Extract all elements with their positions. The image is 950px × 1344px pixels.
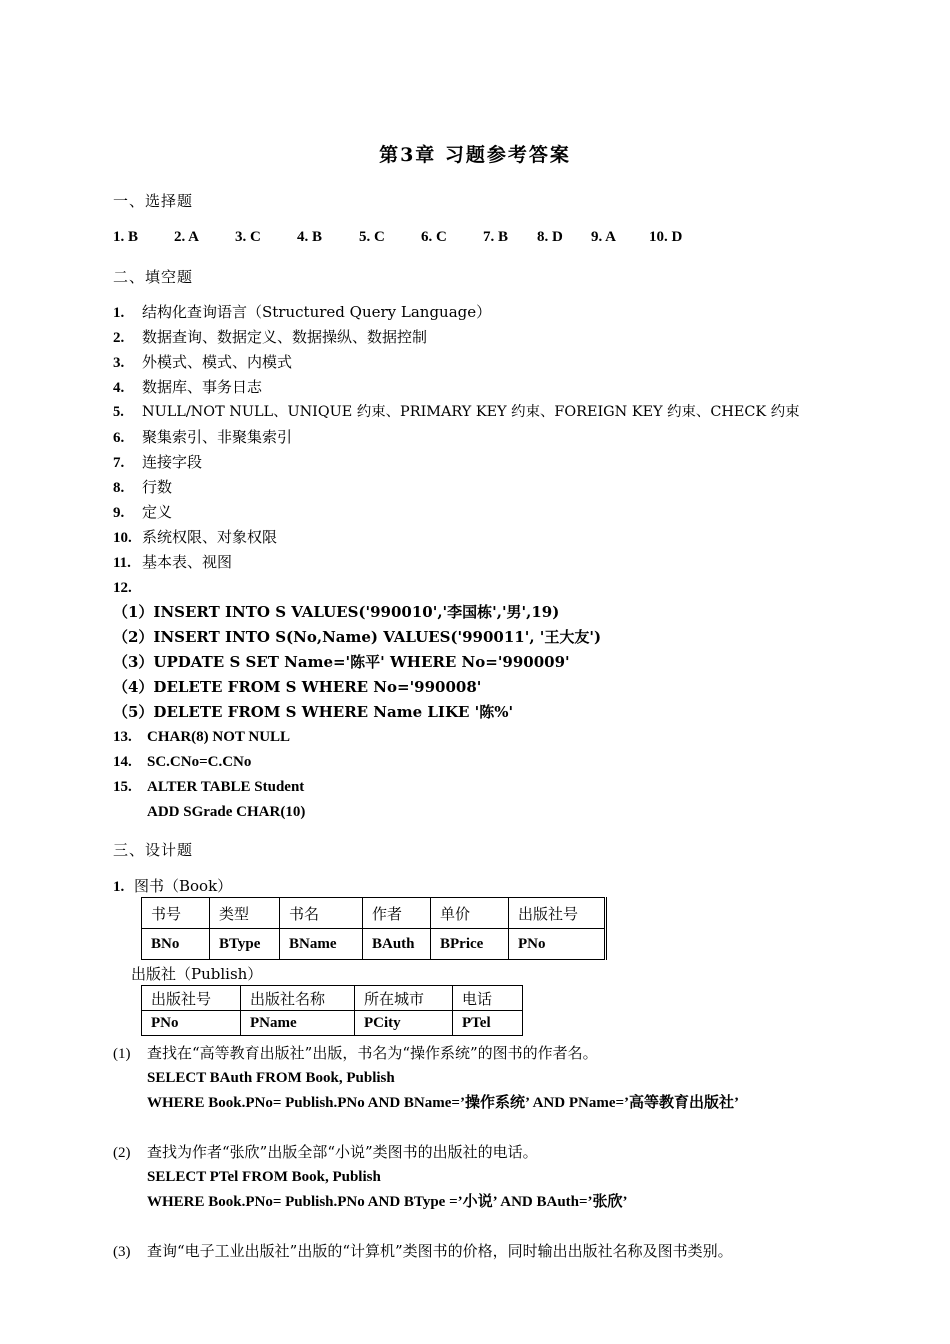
sql-line: （2）INSERT INTO S(No,Name) VALUES('990011', '王大友')	[113, 628, 602, 646]
fill-item: 15. ALTER TABLE Student	[113, 779, 305, 795]
table-cell: BPrice	[431, 929, 509, 960]
section-heading-fill: 二、填空题	[113, 268, 194, 286]
table-row	[142, 929, 606, 960]
choice-answer: 3. C	[235, 229, 261, 245]
choice-answer: 2. A	[174, 229, 200, 245]
sql-line: （3）UPDATE S SET Name='陈平' WHERE No='990009'	[113, 653, 570, 671]
choice-answer: 9. A	[591, 229, 617, 245]
page-title: 第3章 习题参考答案	[379, 144, 571, 166]
table-cell: PCity	[355, 1011, 453, 1036]
fill-item: 3. 外模式、模式、内模式	[113, 353, 293, 371]
choice-answer: 5. C	[359, 229, 385, 245]
book-heading: 1. 图书（Book）	[113, 877, 233, 895]
fill-item: 6. 聚集索引、非聚集索引	[113, 428, 293, 446]
fill-item: 2. 数据查询、数据定义、数据操纵、数据控制	[113, 328, 428, 346]
fill-item: 7. 连接字段	[113, 453, 203, 471]
table-cell: PNo	[142, 1011, 241, 1036]
table-cell: 作者	[363, 898, 431, 929]
fill-item: 9. 定义	[113, 503, 173, 521]
table-cell: BName	[280, 929, 363, 960]
choice-answer: 1. B	[113, 229, 139, 245]
sql-line: WHERE Book.PNo= Publish.PNo AND BName=’操作系统’ AND PName=’高等教育出版社’	[147, 1095, 740, 1111]
publish-heading: 出版社（Publish）	[131, 965, 263, 983]
fill-item: 12.	[113, 580, 132, 596]
choice-answer: 8. D	[537, 229, 563, 245]
fill-item: 1. 结构化查询语言（Structured Query Language）	[113, 303, 492, 321]
table-cell: BType	[210, 929, 280, 960]
fill-item: 13. CHAR(8) NOT NULL	[113, 729, 291, 745]
design-question: (3) 查询“电子工业出版社”出版的“计算机”类图书的价格，同时输出出版社名称及图书类别。	[113, 1242, 733, 1260]
table-cell: 书名	[280, 898, 363, 929]
sql-line: （1）INSERT INTO S VALUES('990010','李国栋','男',19)	[113, 603, 560, 621]
table-cell: BNo	[142, 929, 210, 960]
table-row	[142, 986, 523, 1011]
table-cell: 出版社号	[509, 898, 606, 929]
section-heading-choice: 一、选择题	[113, 192, 194, 210]
design-question: (2) 查找为作者“张欣”出版全部“小说”类图书的出版社的电话。	[113, 1143, 538, 1161]
publish-table	[141, 985, 523, 1036]
table-cell: 类型	[210, 898, 280, 929]
choice-answer: 6. C	[421, 229, 447, 245]
table-row	[142, 1011, 523, 1036]
choice-answer: 10. D	[649, 229, 683, 245]
fill-item: 5. NULL/NOT NULL、UNIQUE 约束、PRIMARY KEY 约束、FOREIGN KEY 约束、CHECK 约束	[113, 404, 800, 420]
fill-item: 11. 基本表、视图	[113, 553, 233, 571]
fill-item: 10. 系统权限、对象权限	[113, 528, 278, 546]
table-cell: 单价	[431, 898, 509, 929]
sql-line: SELECT PTel FROM Book, Publish	[147, 1169, 381, 1185]
table-cell: 出版社名称	[241, 986, 355, 1011]
sql-line: （5）DELETE FROM S WHERE Name LIKE '陈%'	[113, 703, 514, 721]
table-cell: PNo	[509, 929, 606, 960]
fill-item: 14. SC.CNo=C.CNo	[113, 754, 252, 770]
choice-answer: 7. B	[483, 229, 509, 245]
section-heading-design: 三、设计题	[113, 841, 194, 859]
table-cell: BAuth	[363, 929, 431, 960]
fill-item-continuation: ADD SGrade CHAR(10)	[147, 804, 306, 820]
table-cell: 电话	[453, 986, 523, 1011]
choice-answer: 4. B	[297, 229, 323, 245]
design-question: (1) 查找在“高等教育出版社”出版，书名为“操作系统”的图书的作者名。	[113, 1044, 598, 1062]
sql-line: SELECT BAuth FROM Book, Publish	[147, 1070, 395, 1086]
sql-line: WHERE Book.PNo= Publish.PNo AND BType =’小说’ AND BAuth=’张欣’	[147, 1194, 628, 1210]
table-cell: 出版社号	[142, 986, 241, 1011]
fill-item: 8. 行数	[113, 478, 173, 496]
table-cell: PName	[241, 1011, 355, 1036]
sql-line: （4）DELETE FROM S WHERE No='990008'	[113, 678, 482, 696]
table-row	[142, 898, 606, 929]
table-cell: PTel	[453, 1011, 523, 1036]
table-cell: 所在城市	[355, 986, 453, 1011]
table-cell: 书号	[142, 898, 210, 929]
fill-item: 4. 数据库、事务日志	[113, 378, 263, 396]
book-table	[141, 897, 607, 960]
